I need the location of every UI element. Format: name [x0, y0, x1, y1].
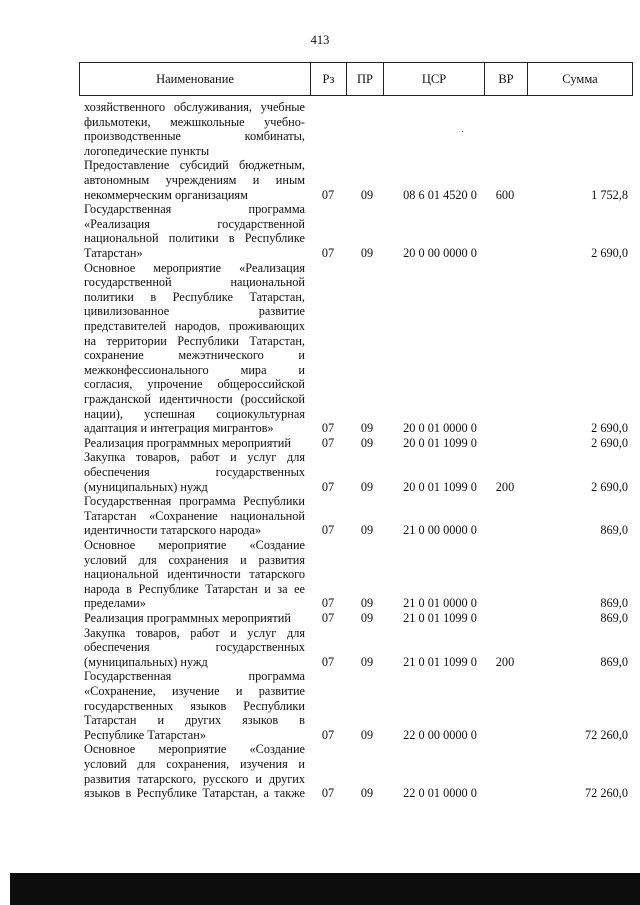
code-vr: 600: [495, 187, 515, 202]
code-csr: 22 0 01 0000 0: [403, 786, 477, 801]
amount: 869,0: [600, 611, 628, 625]
code-pr: 09: [360, 611, 374, 625]
code-rz: 07: [321, 479, 335, 494]
header-name: Наименование: [156, 72, 234, 86]
code-rz: 07: [321, 187, 335, 202]
name-line: условий для сохранения и развития: [84, 552, 305, 567]
name-line: хозяйственного обслуживания, учебные: [84, 100, 305, 114]
name-line: гражданской идентичности (российской: [84, 392, 305, 406]
amount: 2 690,0: [591, 421, 628, 436]
name-line: цивилизованное развитие: [84, 304, 305, 319]
name-line: Реализация программных мероприятий: [84, 435, 291, 450]
header-rz: Рз: [322, 72, 335, 86]
header-csr: ЦСР: [421, 72, 447, 86]
code-vr: [490, 786, 520, 801]
name-line: Государственная программа Республики: [84, 494, 305, 509]
code-rz: 07: [321, 611, 335, 625]
amount: 2 690,0: [591, 435, 628, 450]
code-pr: 09: [360, 187, 374, 202]
code-pr: 09: [360, 435, 374, 450]
code-csr: 20 0 00 0000 0: [403, 246, 477, 260]
code-rz: 07: [321, 246, 335, 260]
name-line: государственной национальной: [84, 275, 305, 290]
name-line: обеспечения государственных: [84, 640, 305, 655]
scan-speck: [462, 131, 463, 132]
code-pr: 09: [360, 786, 374, 801]
code-pr: 09: [360, 654, 374, 669]
amount: 2 690,0: [591, 479, 628, 494]
name-line: государственных языков Республики: [84, 698, 305, 713]
name-line: Татарстан и других языков в: [84, 713, 305, 728]
code-vr: 200: [495, 479, 515, 494]
amount: 72 260,0: [584, 786, 628, 801]
name-line: (муниципальных) нужд: [84, 479, 208, 494]
code-vr: [490, 246, 520, 261]
amount: 1 752,8: [591, 187, 628, 202]
name-line: Закупка товаров, работ и услуг для: [84, 450, 305, 465]
header-vr: ВР: [498, 72, 514, 86]
code-csr: 20 0 01 1099 0: [403, 479, 477, 494]
name-line: Государственная программа: [84, 202, 305, 217]
header-sum: Сумма: [562, 72, 598, 86]
name-line: (муниципальных) нужд: [84, 654, 208, 669]
code-rz: 07: [321, 727, 335, 742]
page-number: 413: [310, 33, 330, 47]
name-line: национальной идентичности татарского: [84, 567, 305, 582]
name-line: логопедические пункты: [84, 143, 210, 158]
name-line: Основное мероприятие «Создание: [84, 742, 305, 757]
code-csr: 08 6 01 4520 0: [403, 187, 477, 202]
code-pr: 09: [360, 727, 374, 742]
name-line: национальной политики в Республике: [84, 231, 305, 246]
name-line: «Реализация государственной: [84, 216, 305, 231]
name-line: языков в Республике Татарстан, а также: [84, 786, 305, 801]
code-csr: 20 0 01 1099 0: [403, 435, 477, 450]
name-line: условий для сохранения, изучения и: [84, 757, 305, 771]
code-vr: [490, 421, 520, 436]
name-line: Республике Татарстан»: [84, 727, 206, 742]
name-line: Государственная программа: [84, 669, 305, 684]
code-vr: [490, 596, 520, 611]
name-line: Предоставление субсидий бюджетным,: [84, 158, 305, 173]
name-line: Основное мероприятие «Реализация: [84, 260, 305, 275]
code-vr: 200: [495, 654, 515, 669]
name-line: обеспечения государственных: [84, 465, 305, 479]
code-rz: 07: [321, 596, 335, 611]
code-pr: 09: [360, 479, 374, 494]
code-pr: 09: [360, 523, 374, 538]
code-csr: 21 0 00 0000 0: [403, 523, 477, 538]
name-line: на территории Республики Татарстан,: [84, 333, 305, 348]
name-line: некоммерческим организациям: [84, 187, 248, 202]
code-rz: 07: [321, 421, 335, 436]
code-pr: 09: [360, 246, 374, 260]
code-pr: 09: [360, 421, 374, 436]
code-rz: 07: [321, 654, 335, 669]
code-rz: 07: [321, 523, 335, 538]
amount: 869,0: [600, 596, 628, 611]
code-vr: [490, 728, 520, 743]
header-pr: ПР: [357, 72, 373, 86]
code-csr: 21 0 01 0000 0: [403, 596, 477, 611]
amount: 869,0: [600, 523, 628, 538]
code-csr: 21 0 01 1099 0: [403, 654, 477, 669]
amount: 72 260,0: [584, 727, 628, 742]
code-csr: 22 0 00 0000 0: [403, 727, 477, 742]
name-line: согласия, упрочение общероссийской: [84, 377, 305, 392]
name-line: Основное мероприятие «Создание: [84, 538, 305, 552]
code-rz: 07: [321, 786, 335, 801]
name-line: Закупка товаров, работ и услуг для: [84, 625, 305, 640]
name-line: автономным учреждениям и иным: [84, 173, 305, 187]
code-vr: [490, 611, 520, 626]
name-line: Татарстан «Сохранение национальной: [84, 508, 305, 523]
name-line: представителей народов, проживающих: [84, 319, 305, 333]
name-line: сохранение межэтнического и: [84, 348, 305, 363]
code-rz: 07: [321, 435, 335, 450]
code-csr: 20 0 01 0000 0: [403, 421, 477, 436]
name-line: идентичности татарского народа»: [84, 523, 262, 538]
scan-bottom-edge: [10, 873, 640, 905]
code-pr: 09: [360, 596, 374, 611]
name-line: развития татарского, русского и других: [84, 771, 305, 786]
name-line: пределами»: [84, 596, 146, 611]
amount: 2 690,0: [591, 246, 628, 260]
name-line: «Сохранение, изучение и развитие: [84, 684, 305, 698]
name-line: фильмотеки, межшкольные учебно-: [84, 114, 305, 129]
name-line: народа в Республике Татарстан и за ее: [84, 581, 305, 596]
name-line: адаптация и интеграция мигрантов»: [84, 421, 274, 436]
code-vr: [490, 436, 520, 451]
table-header: [79, 62, 633, 96]
name-line: Реализация программных мероприятий: [84, 611, 291, 625]
name-line: производственные комбинаты,: [84, 129, 305, 144]
name-line: Татарстан»: [84, 246, 143, 260]
amount: 869,0: [600, 654, 628, 669]
name-line: нации), успешная социокультурная: [84, 406, 305, 421]
name-line: политики в Республике Татарстан,: [84, 289, 305, 304]
code-csr: 21 0 01 1099 0: [403, 611, 477, 625]
name-line: межконфессионального мира и: [84, 362, 305, 377]
code-vr: [490, 523, 520, 538]
